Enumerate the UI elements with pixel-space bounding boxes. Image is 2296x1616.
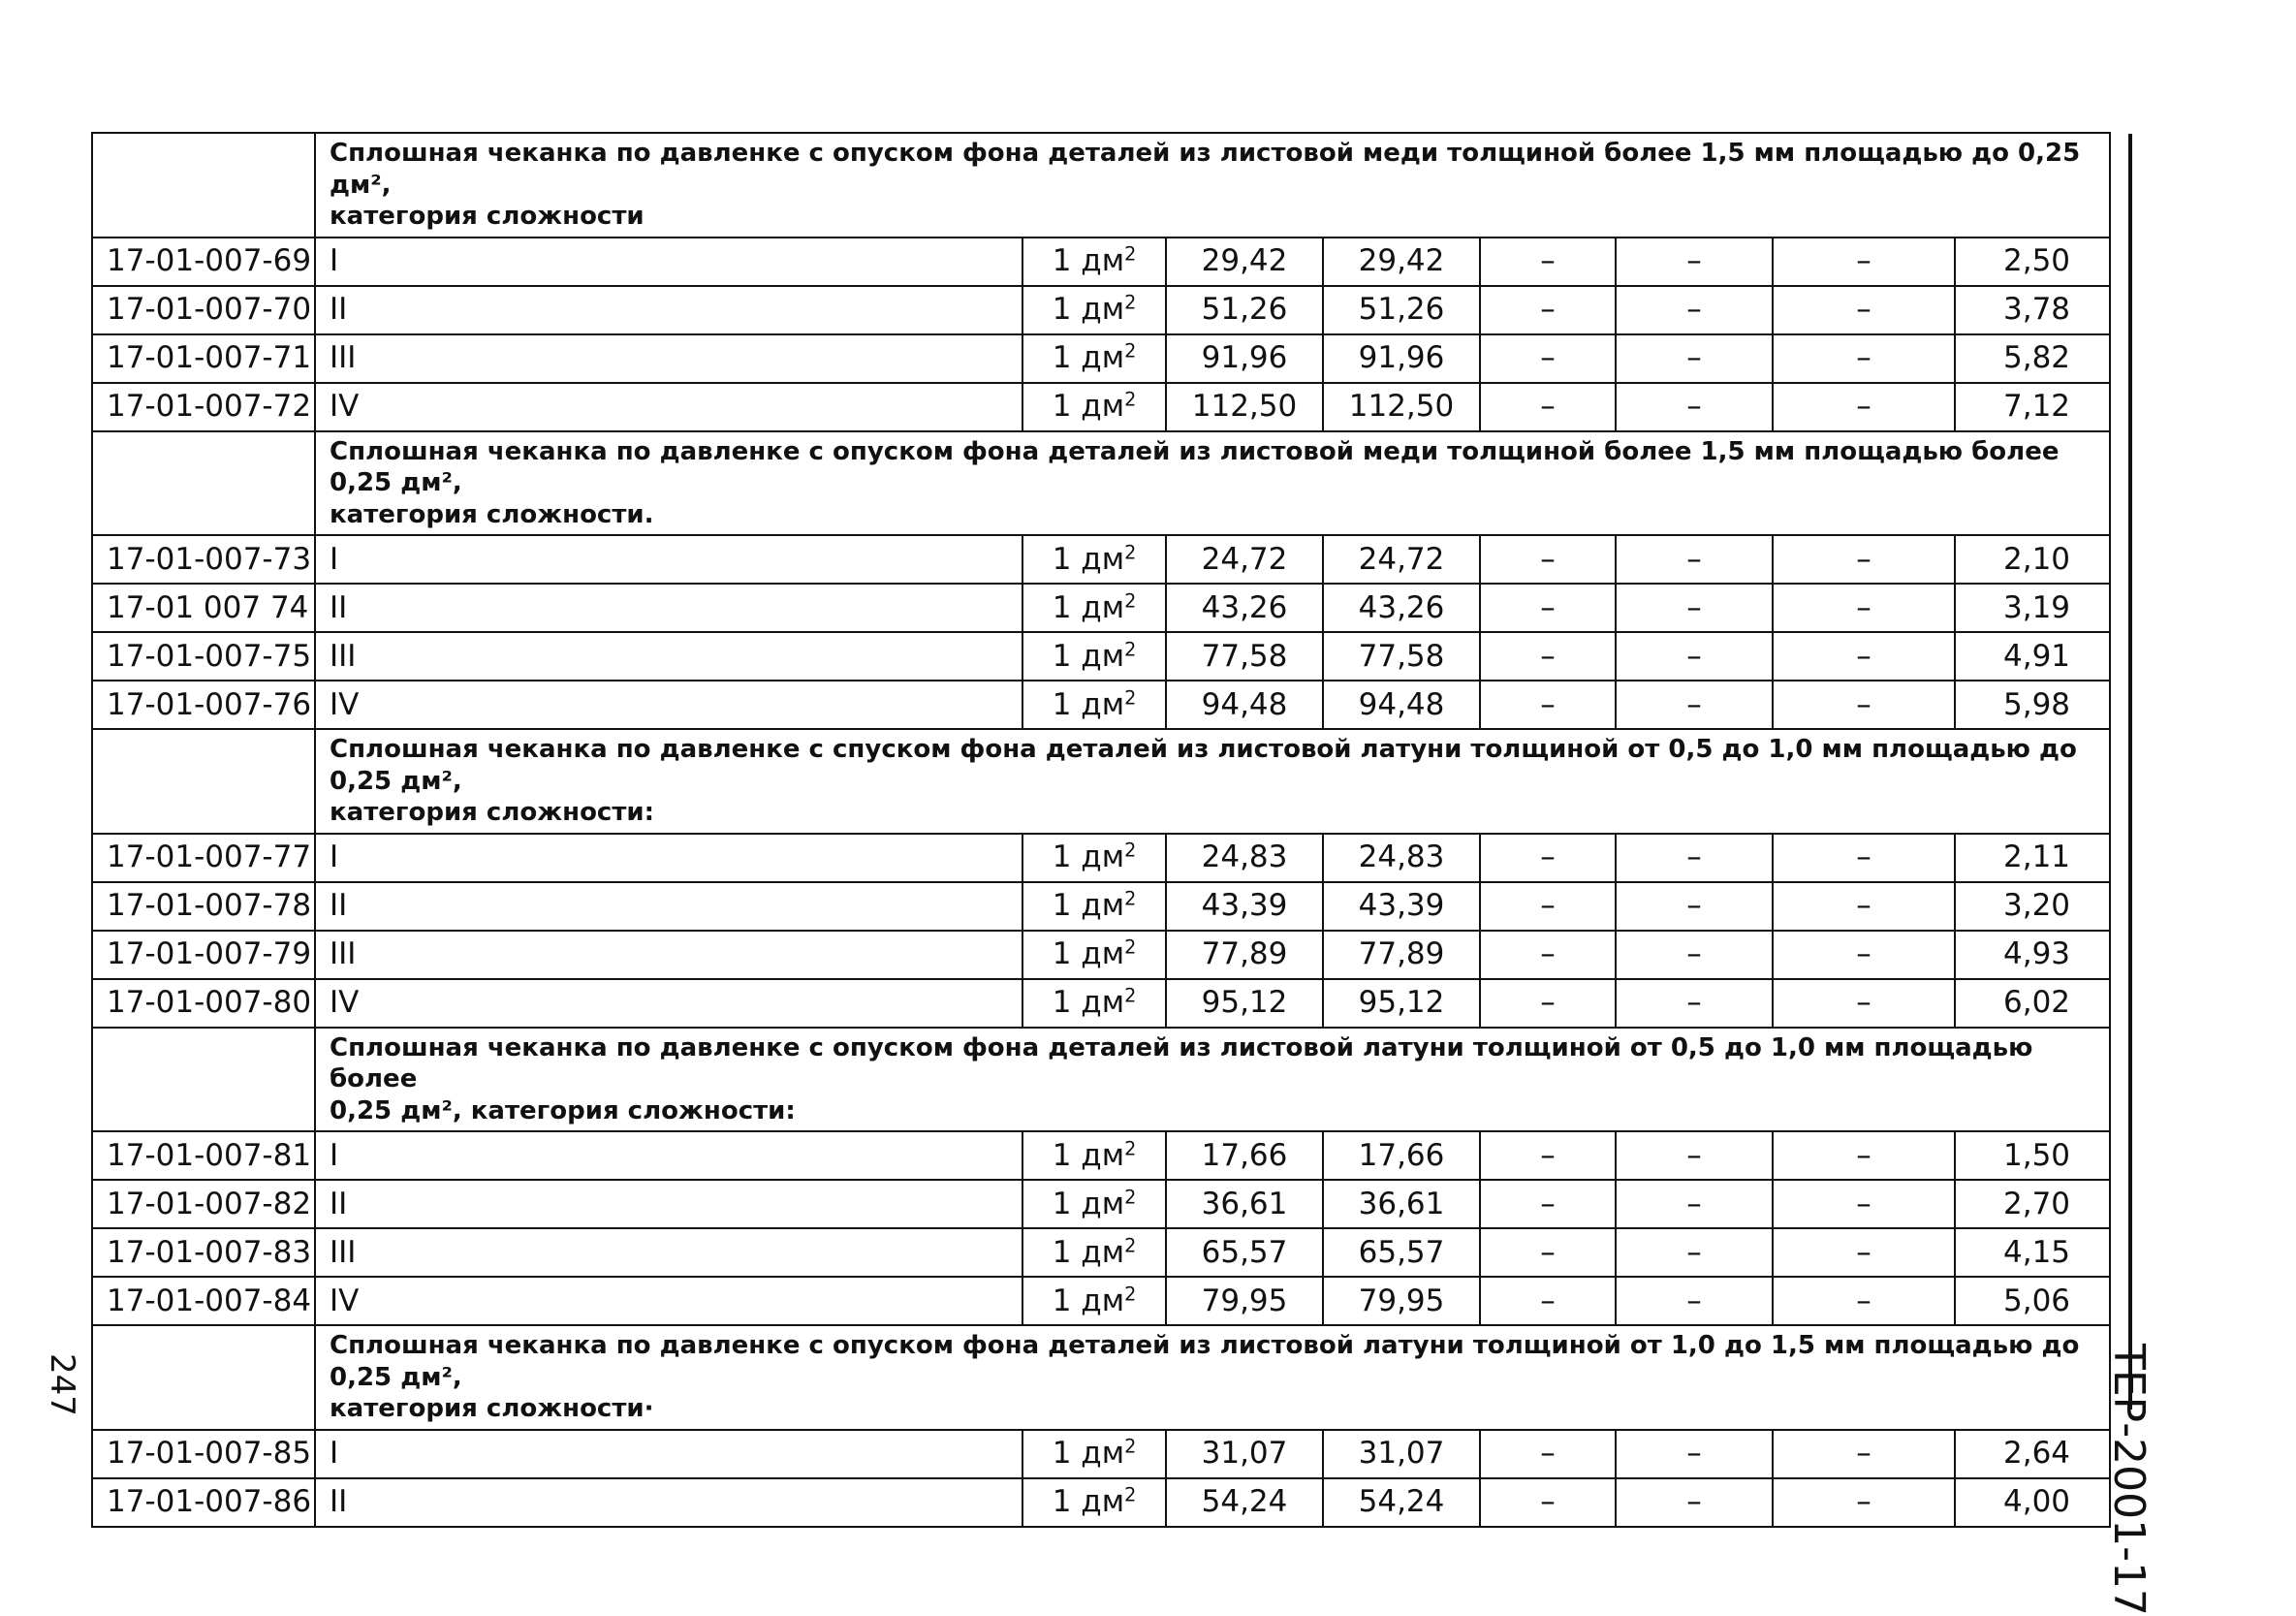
- unit-text: 1 дм: [1052, 1234, 1125, 1270]
- section-heading-row: [92, 133, 2110, 238]
- complexity-category: I: [315, 238, 1022, 286]
- rate-code: 17-01-007-80: [92, 979, 315, 1028]
- measurement-unit: [1022, 584, 1166, 632]
- complexity-category: I: [315, 834, 1022, 882]
- operator-cost: –: [1616, 1180, 1773, 1228]
- direct-cost: 43,26: [1166, 584, 1323, 632]
- machine-cost: –: [1480, 931, 1616, 979]
- complexity-category: IV: [315, 979, 1022, 1028]
- page-number: 247: [43, 1353, 81, 1416]
- section-heading-line-cont: категория сложности·: [330, 1394, 654, 1423]
- labor-hours: 2,11: [1955, 834, 2110, 882]
- operator-cost: –: [1616, 882, 1773, 931]
- materials-cost: –: [1773, 1131, 1955, 1180]
- table-row: [92, 834, 2110, 882]
- unit-exponent: 2: [1124, 887, 1137, 910]
- rate-code: 17-01-007-77: [92, 834, 315, 882]
- machine-cost: –: [1480, 834, 1616, 882]
- measurement-unit: [1022, 1277, 1166, 1325]
- complexity-category: I: [315, 1131, 1022, 1180]
- unit-text: 1 дм: [1052, 1137, 1125, 1173]
- direct-cost: 17,66: [1166, 1131, 1323, 1180]
- measurement-unit: [1022, 286, 1166, 334]
- empty-code-cell: [92, 1325, 315, 1430]
- unit-text: 1 дм: [1052, 936, 1125, 971]
- table-row: [92, 584, 2110, 632]
- unit-text: 1 дм: [1052, 638, 1125, 674]
- section-heading-line-cont: категория сложности:: [330, 798, 655, 827]
- labor-hours: 4,00: [1955, 1478, 2110, 1527]
- section-heading: [315, 1028, 2110, 1132]
- unit-exponent: 2: [1124, 637, 1137, 660]
- rate-code: 17-01-007-75: [92, 632, 315, 681]
- materials-cost: –: [1773, 882, 1955, 931]
- rate-code: 17-01-007-73: [92, 535, 315, 584]
- direct-cost: 65,57: [1166, 1228, 1323, 1277]
- labor-hours: 2,50: [1955, 238, 2110, 286]
- table-row: [92, 535, 2110, 584]
- complexity-category: II: [315, 882, 1022, 931]
- machine-cost: –: [1480, 1131, 1616, 1180]
- direct-cost: 43,39: [1166, 882, 1323, 931]
- direct-cost: 29,42: [1166, 238, 1323, 286]
- labor-hours: 2,70: [1955, 1180, 2110, 1228]
- materials-cost: –: [1773, 383, 1955, 431]
- materials-cost: –: [1773, 334, 1955, 383]
- direct-cost: 91,96: [1166, 334, 1323, 383]
- labor-cost: 17,66: [1323, 1131, 1480, 1180]
- labor-hours: 4,91: [1955, 632, 2110, 681]
- direct-cost: 54,24: [1166, 1478, 1323, 1527]
- labor-cost: 43,39: [1323, 882, 1480, 931]
- operator-cost: –: [1616, 632, 1773, 681]
- measurement-unit: [1022, 632, 1166, 681]
- unit-exponent: 2: [1124, 1483, 1137, 1506]
- section-heading: [315, 133, 2110, 238]
- machine-cost: –: [1480, 535, 1616, 584]
- labor-cost: 65,57: [1323, 1228, 1480, 1277]
- labor-cost: 94,48: [1323, 681, 1480, 729]
- materials-cost: –: [1773, 1430, 1955, 1478]
- labor-cost: 54,24: [1323, 1478, 1480, 1527]
- right-margin-rule: [2128, 134, 2132, 1410]
- unit-text: 1 дм: [1052, 1283, 1125, 1318]
- table-body: [92, 133, 2110, 1527]
- materials-cost: –: [1773, 1478, 1955, 1527]
- operator-cost: –: [1616, 979, 1773, 1028]
- rate-code: 17-01-007-84: [92, 1277, 315, 1325]
- measurement-unit: [1022, 1180, 1166, 1228]
- section-heading-row: [92, 431, 2110, 536]
- materials-cost: –: [1773, 931, 1955, 979]
- complexity-category: I: [315, 1430, 1022, 1478]
- direct-cost: 77,89: [1166, 931, 1323, 979]
- complexity-category: III: [315, 334, 1022, 383]
- direct-cost: 79,95: [1166, 1277, 1323, 1325]
- direct-cost: 94,48: [1166, 681, 1323, 729]
- rate-code: 17-01-007-69: [92, 238, 315, 286]
- labor-hours: 3,19: [1955, 584, 2110, 632]
- materials-cost: –: [1773, 1228, 1955, 1277]
- materials-cost: –: [1773, 1180, 1955, 1228]
- direct-cost: 24,72: [1166, 535, 1323, 584]
- unit-exponent: 2: [1124, 984, 1137, 1007]
- machine-cost: –: [1480, 632, 1616, 681]
- rate-code: 17-01-007-71: [92, 334, 315, 383]
- unit-text: 1 дм: [1052, 1436, 1125, 1471]
- unit-text: 1 дм: [1052, 292, 1125, 327]
- operator-cost: –: [1616, 931, 1773, 979]
- unit-exponent: 2: [1124, 339, 1137, 363]
- direct-cost: 36,61: [1166, 1180, 1323, 1228]
- unit-text: 1 дм: [1052, 589, 1125, 625]
- section-heading-line-cont: 0,25 дм², категория сложности:: [330, 1095, 796, 1125]
- unit-text: 1 дм: [1052, 686, 1125, 722]
- unit-text: 1 дм: [1052, 985, 1125, 1020]
- materials-cost: –: [1773, 535, 1955, 584]
- operator-cost: –: [1616, 681, 1773, 729]
- section-heading-row: [92, 1028, 2110, 1132]
- table-row: [92, 286, 2110, 334]
- labor-cost: 31,07: [1323, 1430, 1480, 1478]
- document-code: ТЕР-2001-17: [2104, 1344, 2154, 1616]
- empty-code-cell: [92, 431, 315, 536]
- measurement-unit: [1022, 931, 1166, 979]
- empty-code-cell: [92, 133, 315, 238]
- rate-code: 17-01-007-81: [92, 1131, 315, 1180]
- materials-cost: –: [1773, 834, 1955, 882]
- machine-cost: –: [1480, 1228, 1616, 1277]
- table-row: [92, 979, 2110, 1028]
- unit-exponent: 2: [1124, 1435, 1137, 1458]
- direct-cost: 24,83: [1166, 834, 1323, 882]
- section-heading-line: Сплошная чеканка по давленке с опуском фона деталей из листовой латуни толщиной от 1,0 до 1,5 мм площадью до 0,25 дм²,: [330, 1331, 2080, 1392]
- table-row: [92, 383, 2110, 431]
- unit-text: 1 дм: [1052, 888, 1125, 923]
- labor-cost: 29,42: [1323, 238, 1480, 286]
- table-row: [92, 931, 2110, 979]
- measurement-unit: [1022, 979, 1166, 1028]
- empty-code-cell: [92, 1028, 315, 1132]
- measurement-unit: [1022, 681, 1166, 729]
- section-heading-line: Сплошная чеканка по давленке с опуском фона деталей из листовой меди толщиной более 1,5 мм площадью до 0,25 дм²,: [330, 139, 2081, 200]
- labor-hours: 5,06: [1955, 1277, 2110, 1325]
- unit-text: 1 дм: [1052, 541, 1125, 577]
- section-heading-line: Сплошная чеканка по давленке с опуском фона деталей из листовой меди толщиной более 1,5 мм площадью более 0,25 дм²,: [330, 436, 2060, 497]
- table-row: [92, 681, 2110, 729]
- section-heading-line-cont: категория сложности.: [330, 499, 654, 529]
- labor-cost: 79,95: [1323, 1277, 1480, 1325]
- table-row: [92, 1478, 2110, 1527]
- complexity-category: I: [315, 535, 1022, 584]
- unit-text: 1 дм: [1052, 840, 1125, 874]
- machine-cost: –: [1480, 882, 1616, 931]
- machine-cost: –: [1480, 286, 1616, 334]
- measurement-unit: [1022, 1478, 1166, 1527]
- machine-cost: –: [1480, 383, 1616, 431]
- unit-exponent: 2: [1124, 1282, 1137, 1305]
- rate-code: 17-01-007-72: [92, 383, 315, 431]
- complexity-category: IV: [315, 383, 1022, 431]
- operator-cost: –: [1616, 1277, 1773, 1325]
- measurement-unit: [1022, 383, 1166, 431]
- unit-exponent: 2: [1124, 1233, 1137, 1256]
- labor-hours: 2,10: [1955, 535, 2110, 584]
- section-heading: [315, 1325, 2110, 1430]
- unit-exponent: 2: [1124, 685, 1137, 709]
- unit-exponent: 2: [1124, 1136, 1137, 1159]
- measurement-unit: [1022, 882, 1166, 931]
- empty-code-cell: [92, 729, 315, 834]
- section-heading-row: [92, 1325, 2110, 1430]
- complexity-category: IV: [315, 1277, 1022, 1325]
- machine-cost: –: [1480, 681, 1616, 729]
- table-row: [92, 1277, 2110, 1325]
- direct-cost: 51,26: [1166, 286, 1323, 334]
- rate-code: 17-01-007-85: [92, 1430, 315, 1478]
- table-row: [92, 882, 2110, 931]
- rate-code: 17-01-007-70: [92, 286, 315, 334]
- complexity-category: III: [315, 931, 1022, 979]
- direct-cost: 95,12: [1166, 979, 1323, 1028]
- rate-code: 17-01-007-86: [92, 1478, 315, 1527]
- labor-cost: 95,12: [1323, 979, 1480, 1028]
- complexity-category: II: [315, 286, 1022, 334]
- labor-hours: 4,93: [1955, 931, 2110, 979]
- measurement-unit: [1022, 1131, 1166, 1180]
- direct-cost: 77,58: [1166, 632, 1323, 681]
- rate-code: 17-01-007-83: [92, 1228, 315, 1277]
- materials-cost: –: [1773, 979, 1955, 1028]
- materials-cost: –: [1773, 632, 1955, 681]
- labor-cost: 24,72: [1323, 535, 1480, 584]
- labor-hours: 3,20: [1955, 882, 2110, 931]
- machine-cost: –: [1480, 1478, 1616, 1527]
- table-row: [92, 1228, 2110, 1277]
- table-row: [92, 632, 2110, 681]
- table-row: [92, 238, 2110, 286]
- operator-cost: –: [1616, 584, 1773, 632]
- rate-code: 17-01-007-78: [92, 882, 315, 931]
- labor-cost: 51,26: [1323, 286, 1480, 334]
- rate-code: 17-01-007-82: [92, 1180, 315, 1228]
- labor-hours: 2,64: [1955, 1430, 2110, 1478]
- unit-text: 1 дм: [1052, 389, 1125, 424]
- operator-cost: –: [1616, 334, 1773, 383]
- section-heading-line-cont: категория сложности: [330, 202, 645, 231]
- labor-cost: 77,58: [1323, 632, 1480, 681]
- machine-cost: –: [1480, 1180, 1616, 1228]
- rate-code: 17-01-007-79: [92, 931, 315, 979]
- materials-cost: –: [1773, 584, 1955, 632]
- section-heading: [315, 729, 2110, 834]
- table-row: [92, 1131, 2110, 1180]
- unit-text: 1 дм: [1052, 340, 1125, 375]
- machine-cost: –: [1480, 1430, 1616, 1478]
- complexity-category: II: [315, 584, 1022, 632]
- materials-cost: –: [1773, 681, 1955, 729]
- labor-hours: 6,02: [1955, 979, 2110, 1028]
- labor-cost: 36,61: [1323, 1180, 1480, 1228]
- table-row: [92, 1180, 2110, 1228]
- unit-exponent: 2: [1124, 540, 1137, 563]
- labor-cost: 24,83: [1323, 834, 1480, 882]
- labor-hours: 7,12: [1955, 383, 2110, 431]
- operator-cost: –: [1616, 1430, 1773, 1478]
- labor-hours: 5,82: [1955, 334, 2110, 383]
- section-heading-line: Сплошная чеканка по давленке с опуском фона деталей из листовой латуни толщиной от 0,5 до 1,0 мм площадью более: [330, 1032, 2033, 1093]
- complexity-category: III: [315, 1228, 1022, 1277]
- labor-cost: 43,26: [1323, 584, 1480, 632]
- machine-cost: –: [1480, 238, 1616, 286]
- unit-exponent: 2: [1124, 1185, 1137, 1208]
- section-heading: [315, 431, 2110, 536]
- operator-cost: –: [1616, 383, 1773, 431]
- unit-text: 1 дм: [1052, 243, 1125, 278]
- labor-hours: 4,15: [1955, 1228, 2110, 1277]
- operator-cost: –: [1616, 286, 1773, 334]
- unit-text: 1 дм: [1052, 1484, 1125, 1519]
- section-heading-row: [92, 729, 2110, 834]
- operator-cost: –: [1616, 535, 1773, 584]
- unit-exponent: 2: [1124, 839, 1137, 862]
- rate-code: 17-01 007 74: [92, 584, 315, 632]
- complexity-category: II: [315, 1478, 1022, 1527]
- operator-cost: –: [1616, 1131, 1773, 1180]
- unit-exponent: 2: [1124, 588, 1137, 612]
- operator-cost: –: [1616, 834, 1773, 882]
- operator-cost: –: [1616, 238, 1773, 286]
- measurement-unit: [1022, 334, 1166, 383]
- labor-hours: 1,50: [1955, 1131, 2110, 1180]
- measurement-unit: [1022, 1228, 1166, 1277]
- rates-table: [91, 132, 2111, 1528]
- measurement-unit: [1022, 535, 1166, 584]
- unit-exponent: 2: [1124, 388, 1137, 411]
- table-row: [92, 1430, 2110, 1478]
- materials-cost: –: [1773, 286, 1955, 334]
- labor-cost: 91,96: [1323, 334, 1480, 383]
- unit-exponent: 2: [1124, 935, 1137, 959]
- complexity-category: II: [315, 1180, 1022, 1228]
- machine-cost: –: [1480, 979, 1616, 1028]
- labor-cost: 112,50: [1323, 383, 1480, 431]
- table-row: [92, 334, 2110, 383]
- direct-cost: 112,50: [1166, 383, 1323, 431]
- measurement-unit: [1022, 238, 1166, 286]
- unit-exponent: 2: [1124, 291, 1137, 314]
- measurement-unit: [1022, 1430, 1166, 1478]
- complexity-category: IV: [315, 681, 1022, 729]
- labor-cost: 77,89: [1323, 931, 1480, 979]
- unit-exponent: 2: [1124, 242, 1137, 266]
- labor-hours: 3,78: [1955, 286, 2110, 334]
- operator-cost: –: [1616, 1228, 1773, 1277]
- labor-hours: 5,98: [1955, 681, 2110, 729]
- rate-code: 17-01-007-76: [92, 681, 315, 729]
- machine-cost: –: [1480, 584, 1616, 632]
- materials-cost: –: [1773, 1277, 1955, 1325]
- measurement-unit: [1022, 834, 1166, 882]
- section-heading-line: Сплошная чеканка по давленке с спуском фона деталей из листовой латуни толщиной от 0,5 до 1,0 мм площадью до 0,25 дм²,: [330, 735, 2077, 796]
- complexity-category: III: [315, 632, 1022, 681]
- unit-text: 1 дм: [1052, 1186, 1125, 1221]
- materials-cost: –: [1773, 238, 1955, 286]
- direct-cost: 31,07: [1166, 1430, 1323, 1478]
- operator-cost: –: [1616, 1478, 1773, 1527]
- machine-cost: –: [1480, 334, 1616, 383]
- machine-cost: –: [1480, 1277, 1616, 1325]
